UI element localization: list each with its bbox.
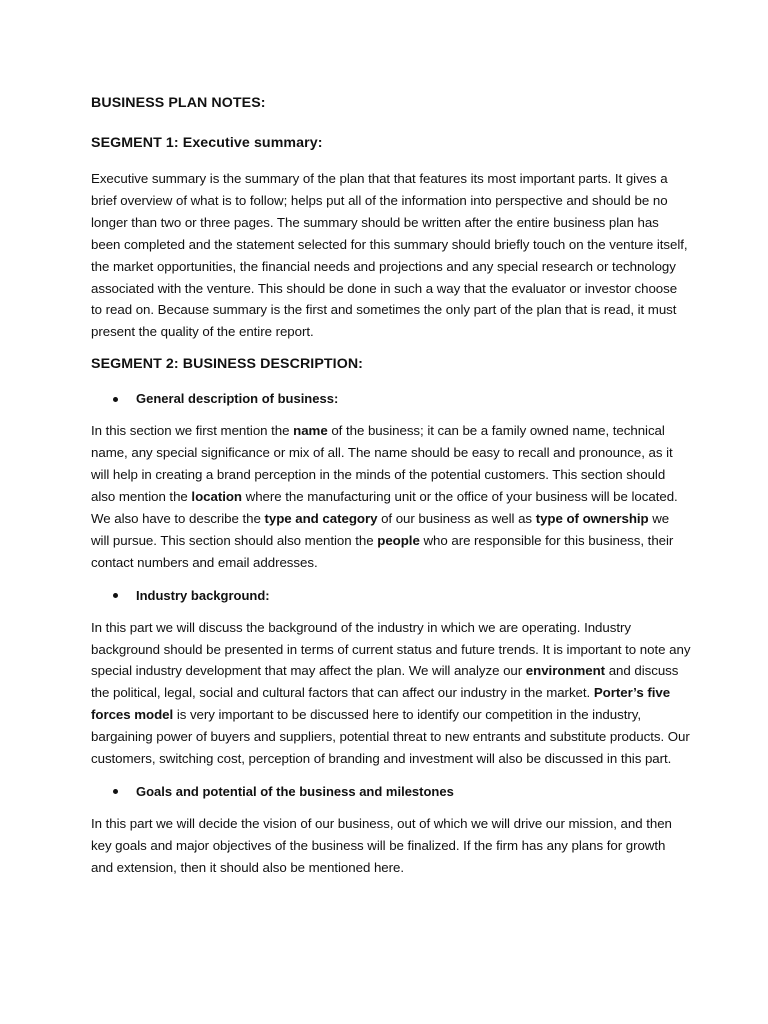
document-title: BUSINESS PLAN NOTES: xyxy=(91,95,266,111)
bold-term: type of ownership xyxy=(535,510,649,526)
bullet-dot-icon xyxy=(113,593,118,598)
bullet-label: Goals and potential of the business and milestones xyxy=(136,783,454,799)
text-run: where the manufacturing unit or the office of your business will be located. We also have to describe the xyxy=(91,488,678,526)
text-run: In this section we first mention the xyxy=(91,423,294,439)
bold-term: people xyxy=(377,532,420,548)
bold-term: Porter’s five forces model xyxy=(91,685,671,723)
text-run: In this part we will discuss the background of the industry in which we are operating. Industry background should be presented in terms of current status and future trends. It is important to note any special industry development that may affect the plan. We will analyze our xyxy=(91,619,691,679)
bold-term: location xyxy=(191,488,242,504)
bullet-industry-background xyxy=(91,586,691,606)
bold-term: environment xyxy=(525,663,606,679)
bold-term: type and category xyxy=(264,510,378,526)
segment-1-heading: SEGMENT 1: Executive summary: xyxy=(91,135,323,151)
bullet-label: General description of business: xyxy=(136,391,339,407)
text-run: is very important to be discussed here to identify our competition in the industry, bargaining power of buyers and suppliers, potential threat to new entrants and substitute products. Our customers, switching cost, perception of branding and investment will also be discussed in this part. xyxy=(91,707,690,767)
executive-summary-paragraph: Executive summary is the summary of the plan that that features its most important parts. It gives a brief overview of what is to follow; helps put all of the information into perspective and should be no longer than two or three pages. The summary should be written after the entire business plan has been completed and the statement selected for this summary should briefly touch on the venture itself, the market opportunities, the financial needs and projections and any special research or technology associated with the venture. This should be done in such a way that the evaluator or investor choose to read on. Because summary is the first and sometimes the only part of the plan that is read, it must present the quality of the entire report. xyxy=(91,171,688,340)
bold-term: name xyxy=(293,423,328,439)
text-run: of the business; it can be a family owned name, technical name, any special significance or mix of all. The name should be easy to recall and pronounce, as it will help in creating a brand perception in the minds of the potential customers. This section should also mention the xyxy=(91,423,673,504)
segment-2-heading: SEGMENT 2: BUSINESS DESCRIPTION: xyxy=(91,356,364,373)
bullet-dot-icon xyxy=(113,789,118,794)
document-page xyxy=(91,93,691,890)
text-run: of our business as well as xyxy=(377,510,536,526)
text-run: and discuss the political, legal, social and cultural factors that can affect our industry in the market. xyxy=(91,663,679,701)
text-run: we will pursue. This section should also mention the xyxy=(91,510,670,548)
bullet-general-description xyxy=(91,389,691,409)
general-description-paragraph xyxy=(91,420,691,573)
goals-paragraph: In this part we will decide the vision of our business, out of which we will drive our mission, and then key goals and major objectives of the business will be finalized. If the firm has any plans for growth and extension, then it should also be mentioned here. xyxy=(91,815,672,875)
industry-background-paragraph xyxy=(91,617,691,770)
bullet-dot-icon xyxy=(113,397,118,402)
bullet-goals-milestones xyxy=(91,782,691,802)
text-run: who are responsible for this business, their contact numbers and email addresses. xyxy=(91,532,674,570)
bullet-label: Industry background: xyxy=(136,587,270,603)
